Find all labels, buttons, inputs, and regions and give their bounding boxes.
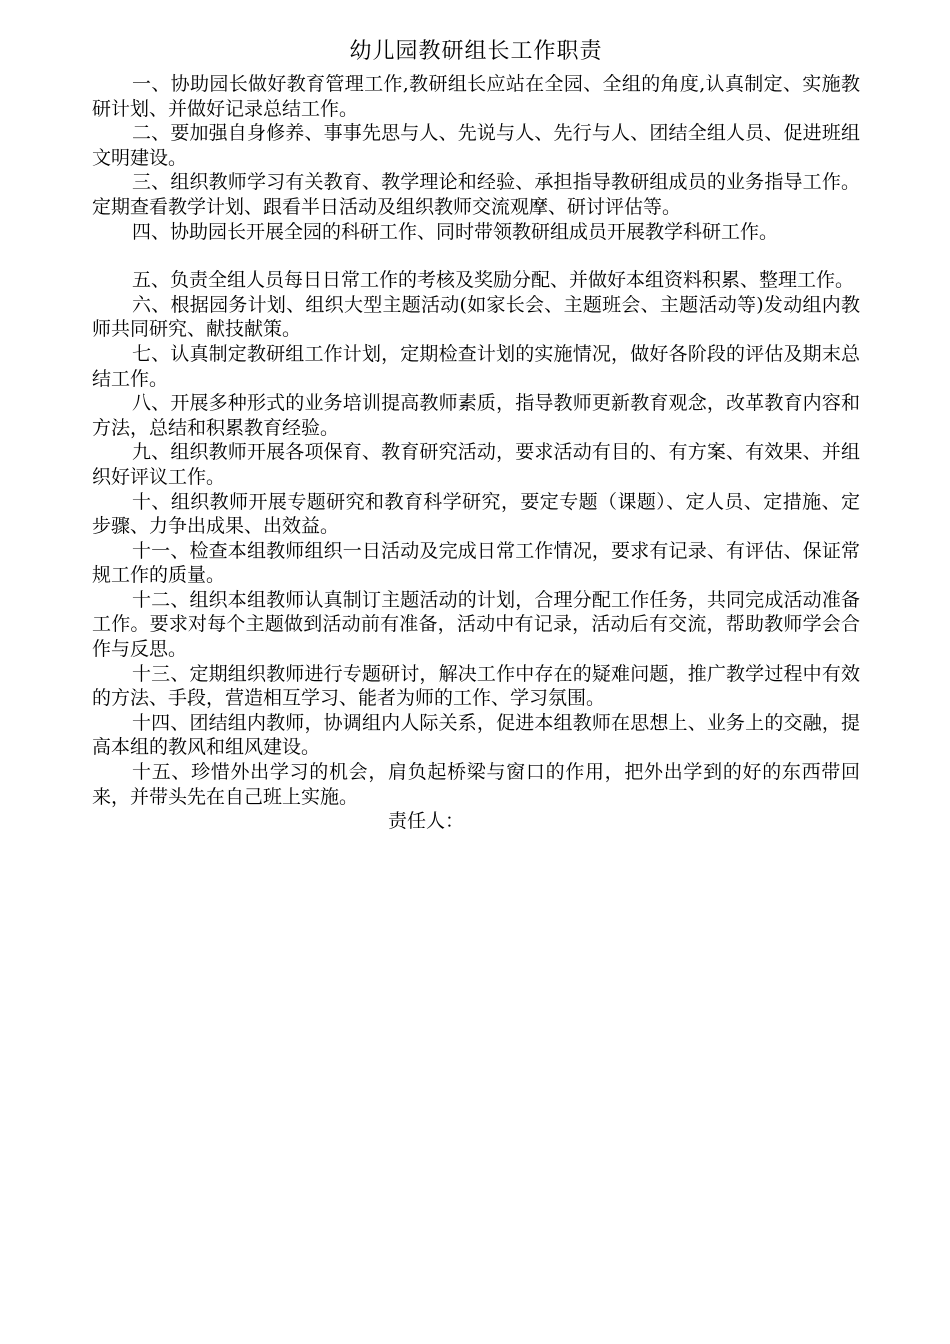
duty-list [92,72,860,809]
duty-item-11: 十一、检查本组教师组织一日活动及完成日常工作情况，要求有记录、有评估、保证常规工作的质量。 [92,539,860,587]
signature-label: 责任人： [388,810,465,833]
duty-item-12: 十二、组织本组教师认真制订主题活动的计划，合理分配工作任务，共同完成活动准备工作。要求对每个主题做到活动前有准备，活动中有记录，活动后有交流，帮助教师学会合作与反思。 [92,588,860,661]
duty-item-1: 一、协助园长做好教育管理工作,教研组长应站在全园、全组的角度,认真制定、实施教研计划、并做好记录总结工作。 [92,73,860,120]
duty-item-6: 六、根据园务计划、组织大型主题活动(如家长会、主题班会、主题活动等)发动组内教师共同研究、献技献策。 [92,293,860,341]
duty-item-13: 十三、定期组织教师进行专题研讨，解决工作中存在的疑难问题，推广教学过程中有效的方法、手段，营造相互学习、能者为师的工作、学习氛围。 [92,662,860,710]
duty-item-2: 二、要加强自身修养、事事先思与人、先说与人、先行与人、团结全组人员、促进班组文明建设。 [92,122,860,169]
duty-item-10: 十、组织教师开展专题研究和教育科学研究，要定专题（课题）、定人员、定措施、定步骤、力争出成果、出效益。 [92,490,860,538]
duty-item-3: 三、组织教师学习有关教育、教学理论和经验、承担指导教研组成员的业务指导工作。定期查看教学计划、跟看半日活动及组织教师交流观摩、研讨评估等。 [92,171,860,218]
duty-item-7: 七、认真制定教研组工作计划，定期检查计划的实施情况，做好各阶段的评估及期末总结工作。 [92,342,860,390]
duty-item-4: 四、协助园长开展全园的科研工作、同时带领教研组成员开展教学科研工作。 [132,220,779,243]
document-page [92,36,860,834]
duty-item-5: 五、负责全组人员每日日常工作的考核及奖励分配、并做好本组资料积累、整理工作。 [132,269,855,292]
duty-item-14: 十四、团结组内教师，协调组内人际关系，促进本组教师在思想上、业务上的交融，提高本组的教风和组风建设。 [92,711,860,759]
duty-item-8: 八、开展多种形式的业务培训提高教师素质，指导教师更新教育观念，改革教育内容和方法，总结和积累教育经验。 [92,392,860,439]
duty-item-9: 九、组织教师开展各项保育、教育研究活动，要求活动有目的、有方案、有效果、并组织好评议工作。 [92,441,860,488]
document-title: 幼儿园教研组长工作职责 [349,39,603,64]
duty-item-15: 十五、珍惜外出学习的机会，肩负起桥梁与窗口的作用，把外出学到的好的东西带回来，并带头先在自己班上实施。 [92,761,860,808]
